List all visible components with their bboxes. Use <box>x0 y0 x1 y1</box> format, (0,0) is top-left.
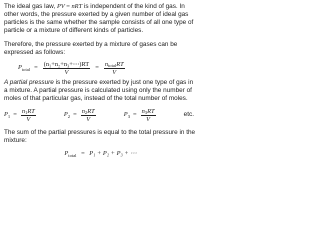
total-moles-fraction: $\frac{n_{total}RT}{V}$ <box>104 60 124 76</box>
independence-text: is independent of the kind of gas. In other words, the pressure exerted by a given number of ideal gas particles is the same whether the sample consists of all one type of particle or a mixture of different kinds of particles. <box>4 3 194 34</box>
paragraph-mixture-intro: Therefore, the pressure exerted by a mixture of gases can be expressed as follows: <box>4 41 178 56</box>
partial-pressure-3: P 3 = $\frac{n_3RT}{V}$ <box>123 107 155 123</box>
partial-pressure-term: A partial pressure <box>4 79 54 86</box>
partial-pressure-equations <box>4 103 194 127</box>
partial-pressure-definition: is the pressure exerted by just one type of gas in a mixture. A partial pressure is calculated using only the number of moles of that particular gas, instead of the total number of moles. <box>4 79 194 102</box>
etc-label: etc. <box>183 111 194 118</box>
ideal-gas-equation: PV = nRT <box>56 3 83 10</box>
paragraph-partial-pressure <box>4 79 197 103</box>
total-pressure-equation: $P_{total}$ = $\frac{\text{(n₁+n₂+n₃+⋯)RT}}{V}$ = $\frac{n_{total}RT}{V}$ <box>18 60 124 76</box>
paragraph-sum: The sum of the partial pressures is equal to the total pressure in the mixture: <box>4 129 196 144</box>
partial-pressure-2: P 2 = $\frac{n_2RT}{V}$ <box>63 107 95 123</box>
mole-sum-fraction: $\frac{\text{(n₁+n₂+n₃+⋯)RT}}{V}$ <box>43 60 90 76</box>
article <box>4 3 197 158</box>
total-pressure-symbol: $P_{total}$ <box>18 64 31 72</box>
intro-text: The ideal gas law, <box>4 3 56 10</box>
sum-equation: $P_{total} = P_1 + P_2 + P_3$ + ⋯ <box>64 150 137 158</box>
paragraph-ideal-gas-law <box>4 3 197 35</box>
partial-pressure-1: P 1 = $\frac{n_1RT}{V}$ <box>4 107 35 123</box>
